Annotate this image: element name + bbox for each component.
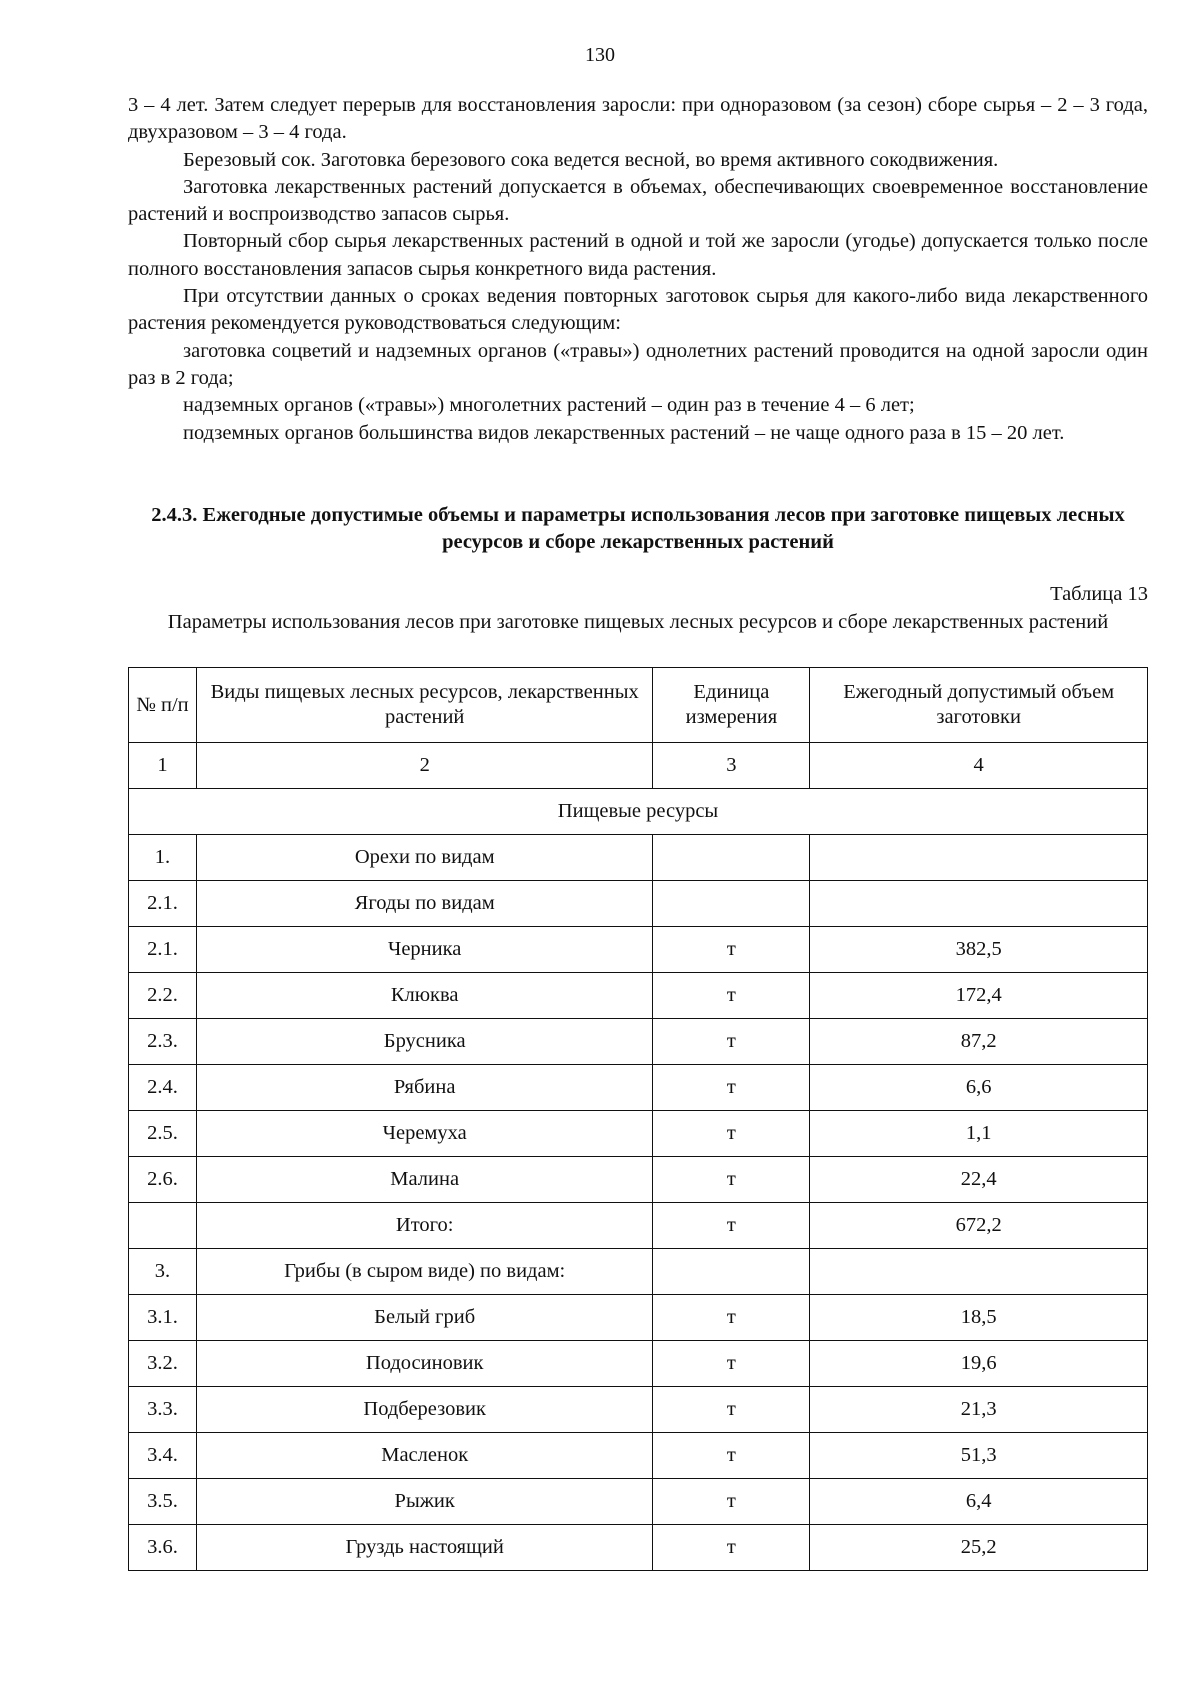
resource-name: Груздь настоящий <box>196 1525 652 1571</box>
paragraph: 3 – 4 лет. Затем следует перерыв для восстановления заросли: при одноразовом (за сезон) сборе сырья – 2 – 3 года, двухразовом – 3 – 4 года. <box>128 94 1148 144</box>
annual-volume: 6,6 <box>810 1065 1148 1111</box>
resource-name: Черемуха <box>196 1111 652 1157</box>
column-number: 1 <box>129 743 197 789</box>
section-title: 2.4.3. Ежегодные допустимые объемы и параметры использования лесов при заготовке пищевых лесных ресурсов и сборе лекарственных растений <box>151 504 1125 553</box>
paragraph: подземных органов большинства видов лекарственных растений – не чаще одного раза в 15 – 20 лет. <box>183 421 1065 444</box>
annual-volume: 51,3 <box>810 1433 1148 1479</box>
table-row <box>129 1479 1148 1525</box>
table-row <box>129 1433 1148 1479</box>
unit: т <box>653 1295 810 1341</box>
row-number: 3.4. <box>129 1433 197 1479</box>
table-row <box>129 1249 1148 1295</box>
row-number: 3.3. <box>129 1387 197 1433</box>
row-number: 2.1. <box>129 881 197 927</box>
row-number: 2.1. <box>129 927 197 973</box>
unit: т <box>653 1479 810 1525</box>
table-row <box>129 1065 1148 1111</box>
row-number <box>129 1203 197 1249</box>
unit: т <box>653 927 810 973</box>
annual-volume <box>810 881 1148 927</box>
paragraph: При отсутствии данных о сроках ведения повторных заготовок сырья для какого-либо вида лекарственного растения рекомендуется руководствоваться следующим: <box>128 285 1148 335</box>
resource-name: Рябина <box>196 1065 652 1111</box>
annual-volume: 172,4 <box>810 973 1148 1019</box>
resource-name: Итого: <box>196 1203 652 1249</box>
annual-volume: 87,2 <box>810 1019 1148 1065</box>
table-row <box>129 881 1148 927</box>
column-number-row <box>129 743 1148 789</box>
column-number: 2 <box>196 743 652 789</box>
unit: т <box>653 1157 810 1203</box>
row-number: 3.1. <box>129 1295 197 1341</box>
table-row <box>129 1341 1148 1387</box>
resource-name: Подберезовик <box>196 1387 652 1433</box>
body-text <box>128 92 1148 447</box>
unit: т <box>653 1111 810 1157</box>
row-number: 3.2. <box>129 1341 197 1387</box>
paragraph: заготовка соцветий и надземных органов («травы») однолетних растений проводится на одной заросли один раз в 2 года; <box>128 339 1148 389</box>
annual-volume: 672,2 <box>810 1203 1148 1249</box>
resource-name: Подосиновик <box>196 1341 652 1387</box>
resource-name: Масленок <box>196 1433 652 1479</box>
unit: т <box>653 1019 810 1065</box>
resource-name: Грибы (в сыром виде) по видам: <box>196 1249 652 1295</box>
annual-volume: 18,5 <box>810 1295 1148 1341</box>
resource-name: Белый гриб <box>196 1295 652 1341</box>
resources-table <box>128 667 1148 1571</box>
table-row <box>129 1157 1148 1203</box>
paragraph: Заготовка лекарственных растений допускается в объемах, обеспечивающих своевременное восстановление растений и воспроизводство запасов сырья. <box>128 175 1148 226</box>
header-cell: Виды пищевых лесных ресурсов, лекарственных растений <box>196 668 652 743</box>
group-label: Пищевые ресурсы <box>129 789 1148 835</box>
unit: т <box>653 1065 810 1111</box>
header-cell: Единица измерения <box>653 668 810 743</box>
row-number: 1. <box>129 835 197 881</box>
annual-volume: 21,3 <box>810 1387 1148 1433</box>
resource-name: Малина <box>196 1157 652 1203</box>
table-caption: Параметры использования лесов при заготовке пищевых лесных ресурсов и сборе лекарственных растений <box>167 611 1109 633</box>
row-number: 2.3. <box>129 1019 197 1065</box>
annual-volume: 6,4 <box>810 1479 1148 1525</box>
table-header-row <box>129 668 1148 743</box>
resource-name: Рыжик <box>196 1479 652 1525</box>
row-number: 2.4. <box>129 1065 197 1111</box>
unit: т <box>653 1387 810 1433</box>
annual-volume <box>810 835 1148 881</box>
row-number: 2.5. <box>129 1111 197 1157</box>
row-number: 3. <box>129 1249 197 1295</box>
paragraph: надземных органов («травы») многолетних растений – один раз в течение 4 – 6 лет; <box>183 394 915 417</box>
resource-name: Клюква <box>196 973 652 1019</box>
resource-name: Ягоды по видам <box>196 881 652 927</box>
table-row <box>129 927 1148 973</box>
column-number: 4 <box>810 743 1148 789</box>
table-row <box>129 1111 1148 1157</box>
annual-volume: 1,1 <box>810 1111 1148 1157</box>
page-number: 130 <box>585 44 615 66</box>
unit: т <box>653 1525 810 1571</box>
annual-volume: 19,6 <box>810 1341 1148 1387</box>
annual-volume: 25,2 <box>810 1525 1148 1571</box>
paragraph: Березовый сок. Заготовка березового сока ведется весной, во время активного сокодвижения. <box>183 148 999 171</box>
table-row <box>129 1295 1148 1341</box>
resource-name: Брусника <box>196 1019 652 1065</box>
table-number: Таблица 13 <box>1050 583 1148 605</box>
annual-volume <box>810 1249 1148 1295</box>
header-cell: № п/п <box>129 668 197 743</box>
table-row <box>129 973 1148 1019</box>
row-number: 3.6. <box>129 1525 197 1571</box>
header-cell: Ежегодный допустимый объем заготовки <box>810 668 1148 743</box>
table-row <box>129 1203 1148 1249</box>
row-number: 3.5. <box>129 1479 197 1525</box>
unit: т <box>653 1433 810 1479</box>
resource-name: Орехи по видам <box>196 835 652 881</box>
unit: т <box>653 1203 810 1249</box>
paragraph: Повторный сбор сырья лекарственных растений в одной и той же заросли (угодье) допускается только после полного восстановления запасов сырья конкретного вида растения. <box>128 230 1148 280</box>
column-number: 3 <box>653 743 810 789</box>
group-row <box>129 789 1148 835</box>
row-number: 2.2. <box>129 973 197 1019</box>
unit: т <box>653 973 810 1019</box>
table-row <box>129 835 1148 881</box>
unit: т <box>653 1341 810 1387</box>
table-row <box>129 1019 1148 1065</box>
row-number: 2.6. <box>129 1157 197 1203</box>
resource-name: Черника <box>196 927 652 973</box>
unit <box>653 1249 810 1295</box>
annual-volume: 22,4 <box>810 1157 1148 1203</box>
annual-volume: 382,5 <box>810 927 1148 973</box>
table-row <box>129 1387 1148 1433</box>
unit <box>653 835 810 881</box>
table-row <box>129 1525 1148 1571</box>
unit <box>653 881 810 927</box>
